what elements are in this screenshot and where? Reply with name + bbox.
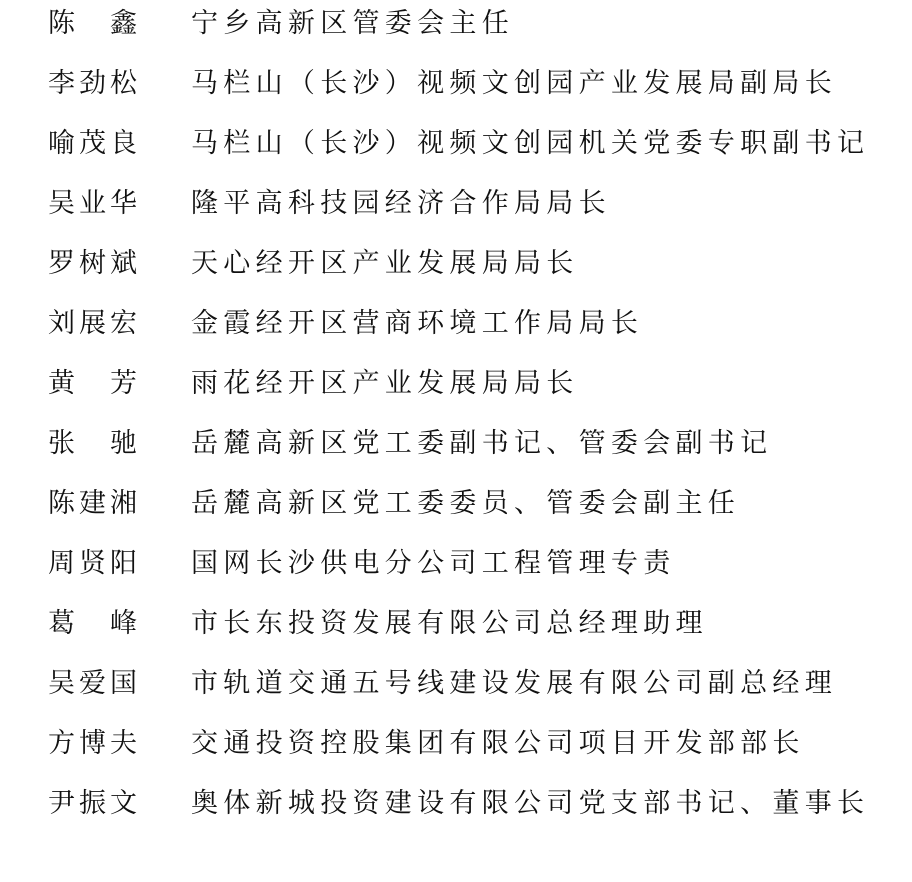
person-title: 马栏山（长沙）视频文创园产业发展局副局长	[191, 68, 837, 99]
person-name: 吴爱国	[48, 668, 141, 699]
person-title: 市长东投资发展有限公司总经理助理	[191, 608, 708, 639]
person-name: 葛 峰	[48, 608, 141, 639]
person-title: 马栏山（长沙）视频文创园机关党委专职副书记	[191, 128, 870, 159]
list-item	[0, 784, 912, 824]
person-name: 张 驰	[48, 428, 141, 459]
list-item	[0, 544, 912, 584]
list-item	[0, 424, 912, 464]
list-item	[0, 664, 912, 704]
person-title: 国网长沙供电分公司工程管理专责	[191, 548, 676, 579]
list-item	[0, 484, 912, 524]
person-name: 陈建湘	[48, 488, 141, 519]
person-title: 隆平高科技园经济合作局局长	[191, 188, 611, 219]
person-name: 罗树斌	[48, 248, 141, 279]
list-item	[0, 304, 912, 344]
person-title: 岳麓高新区党工委副书记、管委会副书记	[191, 428, 773, 459]
list-item	[0, 604, 912, 644]
person-name: 方博夫	[48, 728, 141, 759]
person-title: 雨花经开区产业发展局局长	[191, 368, 579, 399]
person-name: 刘展宏	[48, 308, 141, 339]
person-title: 交通投资控股集团有限公司项目开发部部长	[191, 728, 805, 759]
list-item	[0, 64, 912, 104]
person-name: 喻茂良	[48, 128, 141, 159]
person-title: 天心经开区产业发展局局长	[191, 248, 579, 279]
person-title: 奥体新城投资建设有限公司党支部书记、董事长	[191, 788, 870, 819]
person-name: 尹振文	[48, 788, 141, 819]
person-title: 金霞经开区营商环境工作局局长	[191, 308, 644, 339]
person-name: 吴业华	[48, 188, 141, 219]
person-title: 岳麓高新区党工委委员、管委会副主任	[191, 488, 741, 519]
person-title: 宁乡高新区管委会主任	[191, 8, 514, 39]
list-item	[0, 244, 912, 284]
list-item	[0, 724, 912, 764]
person-title: 市轨道交通五号线建设发展有限公司副总经理	[191, 668, 837, 699]
person-name: 李劲松	[48, 68, 141, 99]
list-item	[0, 184, 912, 224]
list-item	[0, 124, 912, 164]
list-item	[0, 364, 912, 404]
person-name: 陈 鑫	[48, 8, 141, 39]
person-name: 黄 芳	[48, 368, 141, 399]
list-item	[0, 4, 912, 44]
person-name: 周贤阳	[48, 548, 141, 579]
